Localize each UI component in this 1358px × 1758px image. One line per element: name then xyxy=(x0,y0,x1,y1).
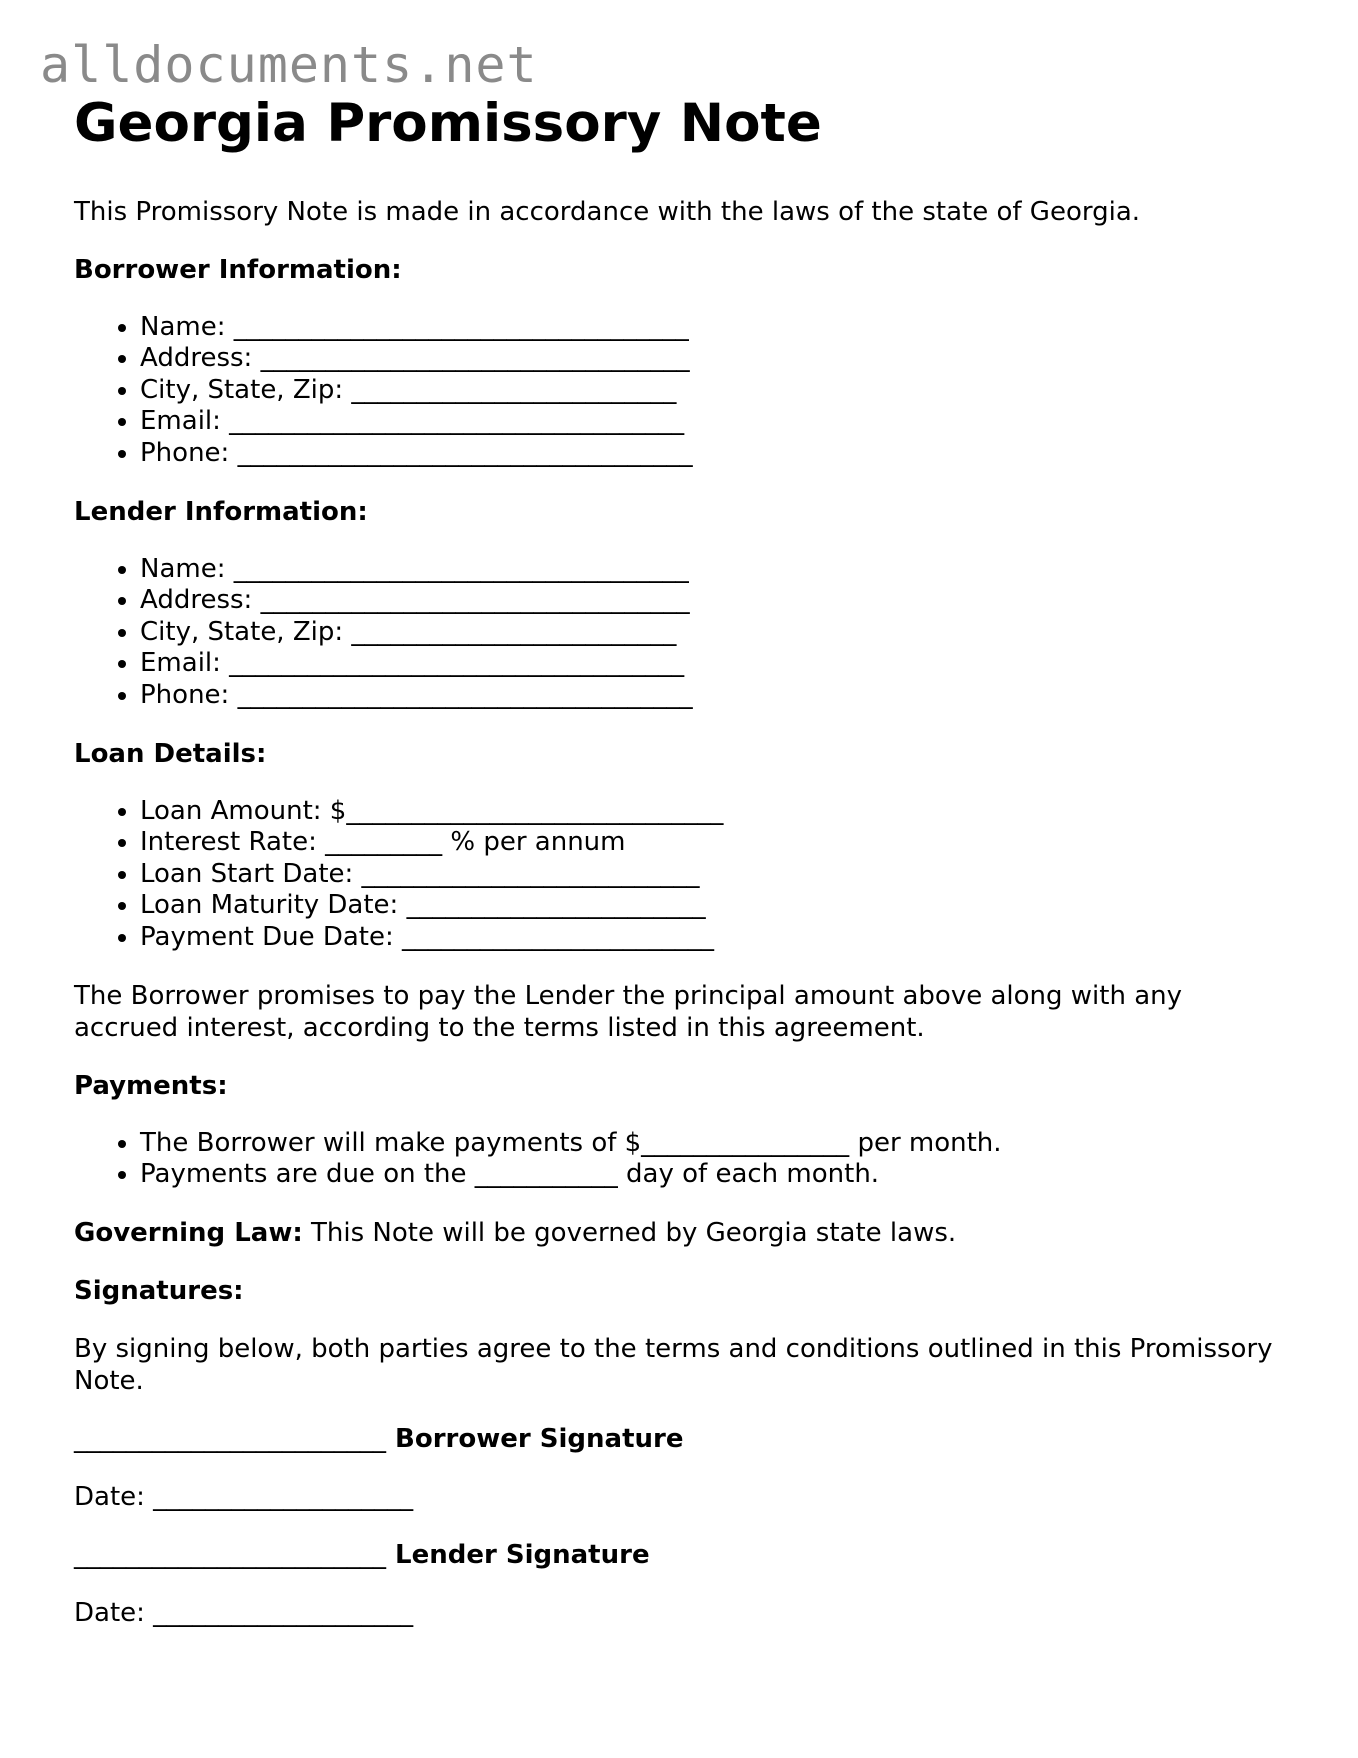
intro-text: This Promissory Note is made in accordance with the laws of the state of Georgia. xyxy=(74,196,1141,227)
lender-signature-label: Lender Signature xyxy=(386,1539,650,1570)
lender-signature xyxy=(74,1539,1274,1571)
lender-date-field[interactable]: Date: ____________________ xyxy=(74,1597,414,1628)
payments-heading: Payments: xyxy=(74,1070,228,1101)
governing-law-label: Governing Law: xyxy=(74,1217,303,1248)
document-title: Georgia Promissory Note xyxy=(74,93,822,154)
governing-law xyxy=(74,1217,1274,1249)
borrower-signature-label: Borrower Signature xyxy=(386,1423,684,1454)
borrower-heading: Borrower Information: xyxy=(74,254,402,285)
signatures-heading: Signatures: xyxy=(74,1275,244,1306)
loan-start-date-field[interactable]: • Loan Start Date: __________________________ xyxy=(140,859,1274,891)
signatures-text: By signing below, both parties agree to the terms and conditions outlined in this Promissory Note. xyxy=(74,1333,1273,1396)
payments-list xyxy=(74,1128,1274,1191)
lender-name-field[interactable]: • Name: ___________________________________ xyxy=(140,554,1274,586)
loan-maturity-date-field[interactable]: • Loan Maturity Date: _______________________ xyxy=(140,890,1274,922)
payment-due-date-field[interactable]: • Payment Due Date: ________________________ xyxy=(140,922,1274,954)
borrower-fields xyxy=(74,312,1274,470)
loan-heading: Loan Details: xyxy=(74,738,267,769)
borrower-name-field[interactable]: • Name: ___________________________________ xyxy=(140,312,1274,344)
interest-rate-field[interactable]: • Interest Rate: _________ % per annum xyxy=(140,827,1274,859)
loan-amount-field[interactable]: • Loan Amount: $_____________________________ xyxy=(140,796,1274,828)
governing-law-text: This Note will be governed by Georgia state laws. xyxy=(302,1217,957,1248)
borrower-address-field[interactable]: • Address: _________________________________ xyxy=(140,343,1274,375)
document-page xyxy=(74,92,1274,1629)
payment-day-field[interactable]: • Payments are due on the ___________ day of each month. xyxy=(140,1159,1274,1191)
lender-phone-field[interactable]: • Phone: ___________________________________ xyxy=(140,680,1274,712)
watermark: alldocuments.net xyxy=(40,36,538,94)
lender-heading: Lender Information: xyxy=(74,496,368,527)
borrower-email-field[interactable]: • Email: ___________________________________ xyxy=(140,406,1274,438)
lender-city-field[interactable]: • City, State, Zip: _________________________ xyxy=(140,617,1274,649)
promise-text: The Borrower promises to pay the Lender the principal amount above along with any accrued interest, according to the terms listed in this agreement. xyxy=(74,980,1182,1043)
borrower-date-field[interactable]: Date: ____________________ xyxy=(74,1481,414,1512)
lender-signature-line[interactable]: ________________________ xyxy=(74,1539,386,1570)
borrower-signature xyxy=(74,1423,1274,1455)
lender-email-field[interactable]: • Email: ___________________________________ xyxy=(140,648,1274,680)
borrower-city-field[interactable]: • City, State, Zip: _________________________ xyxy=(140,375,1274,407)
loan-fields xyxy=(74,796,1274,954)
lender-fields xyxy=(74,554,1274,712)
lender-address-field[interactable]: • Address: _________________________________ xyxy=(140,585,1274,617)
monthly-payment-field[interactable]: • The Borrower will make payments of $________________ per month. xyxy=(140,1128,1274,1160)
borrower-phone-field[interactable]: • Phone: ___________________________________ xyxy=(140,438,1274,470)
borrower-signature-line[interactable]: ________________________ xyxy=(74,1423,386,1454)
